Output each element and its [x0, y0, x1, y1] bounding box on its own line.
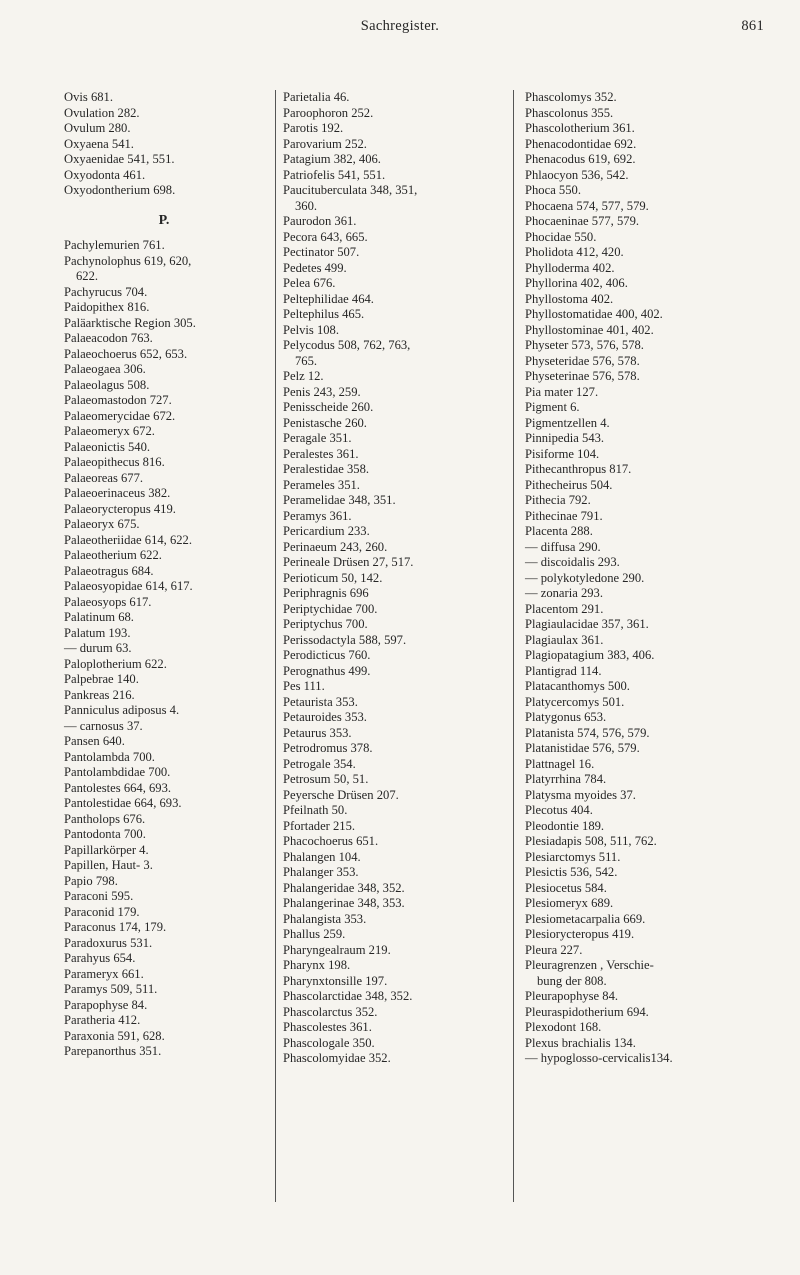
index-entry: Paraconid 179.: [64, 904, 140, 919]
index-entry-continuation: 765.: [295, 353, 318, 368]
index-entry: Pelea 676.: [283, 276, 336, 290]
index-entry: Pleura 227.: [525, 942, 583, 957]
index-entry: — polykotyledone 290.: [525, 570, 645, 585]
index-entry: Perineale Drüsen 27, 517.: [283, 555, 414, 569]
index-entry: Phlaocyon 536, 542.: [525, 167, 629, 182]
index-entry: Parapophyse 84.: [64, 997, 148, 1012]
column-divider: [513, 90, 514, 1202]
index-entry: Oxyaena 541.: [64, 136, 134, 151]
index-entry: — discoidalis 293.: [525, 555, 620, 569]
index-entry: Phalangeridae 348, 352.: [283, 880, 405, 895]
index-entry: Pigmentzellen 4.: [525, 415, 610, 430]
index-entry: Palatinum 68.: [64, 610, 134, 624]
index-entry: Plantigrad 114.: [525, 663, 602, 678]
index-entry: Palaeopithecus 816.: [64, 455, 165, 469]
index-entry: Phascolomyidae 352.: [283, 1051, 391, 1065]
index-entry: — hypoglosso-cervicalis134.: [525, 1051, 673, 1065]
index-entry: Pia mater 127.: [525, 384, 599, 399]
index-entry: Palaeoryсteropus 419.: [64, 501, 176, 516]
index-entry: Parahyus 654.: [64, 951, 136, 965]
index-entry: Phenacodontidae 692.: [525, 136, 637, 151]
index-entry: Plesioryсteropus 419.: [525, 927, 635, 941]
index-entry: Pachynolophus 619, 620,: [64, 253, 192, 268]
index-entry: Phallus 259.: [283, 927, 346, 941]
index-entry: Oxyaenidae 541, 551.: [64, 152, 175, 166]
index-entry: Pithecinae 791.: [525, 508, 603, 523]
index-entry: Phascologale 350.: [283, 1035, 375, 1050]
section-letter: P.: [158, 212, 170, 228]
index-entry: Paradoxurus 531.: [64, 935, 153, 950]
index-entry: Periptychus 700.: [283, 617, 368, 631]
index-entry: Pithecanthropus 817.: [525, 462, 632, 476]
index-entry: Palaeomastodon 727.: [64, 393, 172, 407]
index-entry: Pithecia 792.: [525, 493, 591, 507]
index-entry: Peramelidae 348, 351.: [283, 493, 396, 507]
index-entry: Patagium 382, 406.: [283, 152, 381, 166]
index-entry: Pelycodus 508, 762, 763,: [283, 338, 411, 352]
index-entry: Palaeonictis 540.: [64, 439, 151, 454]
index-entry: Peramys 361.: [283, 508, 352, 523]
index-entry: Periptychidae 700.: [283, 601, 378, 616]
index-entry: Peralestidae 358.: [283, 462, 370, 476]
index-entry: Physeterinae 576, 578.: [525, 369, 640, 383]
index-entry: — durum 63.: [64, 641, 132, 655]
index-entry: Parotis 192.: [283, 121, 344, 135]
index-entry: Plesiadapis 508, 511, 762.: [525, 834, 657, 848]
index-entry: — diffusa 290.: [525, 539, 601, 554]
index-entry: Ovulum 280.: [64, 121, 131, 135]
index-entry: — zonaria 293.: [525, 586, 603, 600]
index-entry: Pachylemurien 761.: [64, 238, 165, 252]
index-entry: Plesiometacarpalia 669.: [525, 911, 646, 926]
index-entry: Pleuragrenzen , Verschie-: [525, 958, 654, 972]
index-entry-continuation: 360.: [295, 198, 318, 213]
index-entry: Perissodactyla 588, 597.: [283, 632, 407, 647]
index-entry: Paidopithex 816.: [64, 300, 150, 314]
index-entry: Phascolomys 352.: [525, 90, 617, 104]
index-entry: Oxyodontherium 698.: [64, 183, 176, 197]
index-entry: Phyllostominae 401, 402.: [525, 322, 654, 337]
index-entry: Pantolambda 700.: [64, 749, 155, 764]
index-entry: Palpebrae 140.: [64, 672, 139, 686]
index-entry: Plesiocetus 584.: [525, 880, 607, 895]
index-entry: Pectinator 507.: [283, 245, 360, 259]
index-entry: Pantolestidae 664, 693.: [64, 796, 182, 810]
index-entry: Plesiomeryx 689.: [525, 896, 614, 910]
index-entry: Palaeotragus 684.: [64, 563, 154, 578]
index-entry: Pisiforme 104.: [525, 446, 600, 461]
index-entry: Peralestes 361.: [283, 446, 359, 461]
index-entry: Phocaena 574, 577, 579.: [525, 198, 649, 213]
index-entry: Periphragnis 696: [283, 586, 369, 600]
index-column-1: [64, 90, 264, 1060]
index-entry: Pantholops 676.: [64, 811, 146, 826]
index-entry: Peyersche Drüsen 207.: [283, 787, 399, 802]
index-entry: Paucituberculata 348, 351,: [283, 183, 418, 197]
index-entry: Peltephilus 465.: [283, 307, 365, 321]
index-entry: Palaeomerycidae 672.: [64, 408, 176, 423]
index-entry: Pharyngealraum 219.: [283, 942, 391, 957]
index-entry: Plagiaulax 361.: [525, 632, 604, 647]
index-entry: Phalangen 104.: [283, 849, 361, 864]
index-entry: Pfortader 215.: [283, 818, 356, 833]
index-entry: Oxyodonta 461.: [64, 167, 146, 182]
index-entry: Peltephilidae 464.: [283, 291, 374, 306]
index-entry: Phascolotherium 361.: [525, 121, 635, 135]
index-entry: Pfeilnath 50.: [283, 803, 348, 817]
index-entry: Plagiaulacidae 357, 361.: [525, 617, 649, 631]
index-entry: Pelvis 108.: [283, 322, 339, 337]
index-entry: Panniculus adiposus 4.: [64, 703, 180, 717]
index-entry: Parameryx 661.: [64, 966, 144, 981]
index-entry: Parepanorthus 351.: [64, 1044, 162, 1058]
index-entry: Phyllostomatidae 400, 402.: [525, 307, 663, 321]
index-entry: Plexus brachialis 134.: [525, 1035, 636, 1050]
index-entry: Palaeotherium 622.: [64, 548, 162, 562]
index-entry: Pharynxtonsille 197.: [283, 973, 388, 988]
index-entry: Paläarktische Region 305.: [64, 315, 196, 330]
index-entry: Pharynx 198.: [283, 958, 351, 972]
index-entry: Paramys 509, 511.: [64, 982, 158, 996]
index-entry: Palaeotheriidae 614, 622.: [64, 532, 192, 547]
index-entry: Palaeacodon 763.: [64, 331, 153, 345]
index-entry: Ovulation 282.: [64, 105, 140, 120]
index-entry: Phalanger 353.: [283, 865, 359, 879]
index-entry: Platycercomys 501.: [525, 694, 625, 709]
index-entry: Palaeosyops 617.: [64, 594, 152, 609]
index-entry: Phascolestes 361.: [283, 1020, 372, 1034]
index-entry: Physeter 573, 576, 578.: [525, 338, 644, 352]
index-entry: Pantolestes 664, 693.: [64, 780, 172, 795]
index-entry: Palaeoerinaceus 382.: [64, 486, 171, 500]
index-entry: Physeteridae 576, 578.: [525, 353, 640, 368]
page-number: 861: [741, 18, 764, 34]
index-entry: Pinnipedia 543.: [525, 431, 605, 445]
index-entry: Phocidae 550.: [525, 229, 597, 244]
page-title: Sachregister.: [360, 18, 440, 34]
index-entry: Pholidota 412, 420.: [525, 245, 624, 259]
index-entry: Perognathus 499.: [283, 663, 371, 678]
index-entry: Paurodon 361.: [283, 214, 357, 228]
index-entry: Plattnagel 16.: [525, 756, 595, 771]
index-entry: Phyllostoma 402.: [525, 291, 614, 306]
index-entry: Phoca 550.: [525, 183, 581, 197]
index-entry: Plecotus 404.: [525, 803, 593, 817]
index-entry: Penistasche 260.: [283, 415, 367, 430]
index-entry-continuation: 622.: [76, 269, 99, 283]
index-entry: Palaeochoerus 652, 653.: [64, 346, 188, 361]
index-entry: Palaeoreas 677.: [64, 470, 144, 485]
index-entry: Palatum 193.: [64, 625, 131, 640]
index-entry: Phascolarctidae 348, 352.: [283, 989, 413, 1003]
index-entry: Perioticum 50, 142.: [283, 570, 383, 585]
index-entry: Pankreas 216.: [64, 687, 135, 702]
index-entry: Platysma myoides 37.: [525, 787, 636, 802]
index-entry: Pleodontie 189.: [525, 818, 605, 833]
index-entry: Palaeogaea 306.: [64, 362, 146, 376]
index-entry: Petauroides 353.: [283, 710, 367, 724]
index-entry: Pelz 12.: [283, 369, 324, 383]
index-entry: Palaeosyopidae 614, 617.: [64, 579, 193, 593]
index-entry: Phocaeninae 577, 579.: [525, 214, 640, 228]
index-entry: Pedetes 499.: [283, 260, 347, 275]
index-entry: Penisscheide 260.: [283, 400, 374, 414]
index-entry: Phyllorina 402, 406.: [525, 276, 628, 290]
index-entry: Platygonus 653.: [525, 710, 607, 724]
index-entry: Paraconus 174, 179.: [64, 920, 167, 934]
index-entry: Phascolarctus 352.: [283, 1004, 378, 1019]
index-entry: Ovis 681.: [64, 90, 113, 104]
index-entry: Petrogale 354.: [283, 756, 356, 771]
index-entry: Perodicticus 760.: [283, 648, 371, 662]
index-entry: Plexodont 168.: [525, 1020, 602, 1034]
index-entry: Plesictis 536, 542.: [525, 865, 618, 879]
index-entry: Phalangerinae 348, 353.: [283, 896, 405, 910]
index-entry: Petrosum 50, 51.: [283, 772, 369, 786]
index-entry: Platyrrhina 784.: [525, 772, 607, 786]
index-entry: Palaeomeryx 672.: [64, 424, 155, 438]
index-entry: Palaeoryx 675.: [64, 517, 140, 531]
index-entry: Pleuraspidotherium 694.: [525, 1004, 649, 1019]
index-entry: Pleurapophyse 84.: [525, 989, 619, 1003]
index-entry: Parovarium 252.: [283, 136, 367, 151]
index-entry: Placenta 288.: [525, 524, 593, 538]
index-entry: Peragale 351.: [283, 431, 352, 445]
index-entry: Phascolonus 355.: [525, 105, 614, 120]
index-entry: Palaeolagus 508.: [64, 377, 150, 392]
index-entry: Petaurista 353.: [283, 694, 358, 709]
index-column-3: [525, 90, 775, 1067]
index-entry: Phenacodus 619, 692.: [525, 152, 636, 166]
index-entry: Pecora 643, 665.: [283, 229, 368, 244]
index-column-2: [283, 90, 505, 1067]
index-entry-continuation: bung der 808.: [537, 973, 607, 988]
index-entry: Parietalia 46.: [283, 90, 350, 104]
index-entry: Pantodonta 700.: [64, 827, 146, 841]
index-entry: Placentom 291.: [525, 601, 604, 616]
index-entry: Phalangista 353.: [283, 911, 367, 926]
index-entry: Papillen, Haut- 3.: [64, 858, 153, 872]
index-entry: Plagiopatagium 383, 406.: [525, 648, 655, 662]
index-entry: Perameles 351.: [283, 477, 360, 492]
index-entry: — carnosus 37.: [64, 718, 143, 733]
index-entry: Platacanthomys 500.: [525, 679, 630, 693]
index-entry: Petaurus 353.: [283, 725, 352, 740]
index-entry: Pigment 6.: [525, 400, 580, 414]
index-entry: Penis 243, 259.: [283, 384, 361, 399]
column-divider: [275, 90, 276, 1202]
index-entry: Plesiarctomys 511.: [525, 849, 621, 864]
index-entry: Patriofelis 541, 551.: [283, 167, 386, 182]
index-entry: Paraxonia 591, 628.: [64, 1028, 165, 1043]
index-entry: Pes 111.: [283, 679, 325, 693]
index-entry: Petrodromus 378.: [283, 741, 373, 755]
index-entry: Pericardium 233.: [283, 524, 370, 538]
index-entry: Pachyrucus 704.: [64, 284, 148, 299]
index-entry: Platanistidae 576, 579.: [525, 741, 640, 755]
index-entry: Paratheria 412.: [64, 1013, 141, 1027]
index-entry: Phacochoerus 651.: [283, 834, 379, 848]
index-entry: Pantolambdidae 700.: [64, 765, 171, 779]
index-entry: Paroophoron 252.: [283, 105, 374, 120]
index-entry: Phylloderma 402.: [525, 260, 615, 275]
index-entry: Paloplotherium 622.: [64, 656, 167, 671]
index-entry: Paraconi 595.: [64, 889, 134, 903]
index-entry: Platanista 574, 576, 579.: [525, 725, 650, 740]
index-entry: Pansen 640.: [64, 734, 125, 748]
index-entry: Papillarkörper 4.: [64, 842, 149, 857]
index-entry: Perinaeum 243, 260.: [283, 539, 388, 554]
index-entry: Papio 798.: [64, 873, 118, 888]
index-entry: Pithecheirus 504.: [525, 477, 613, 492]
